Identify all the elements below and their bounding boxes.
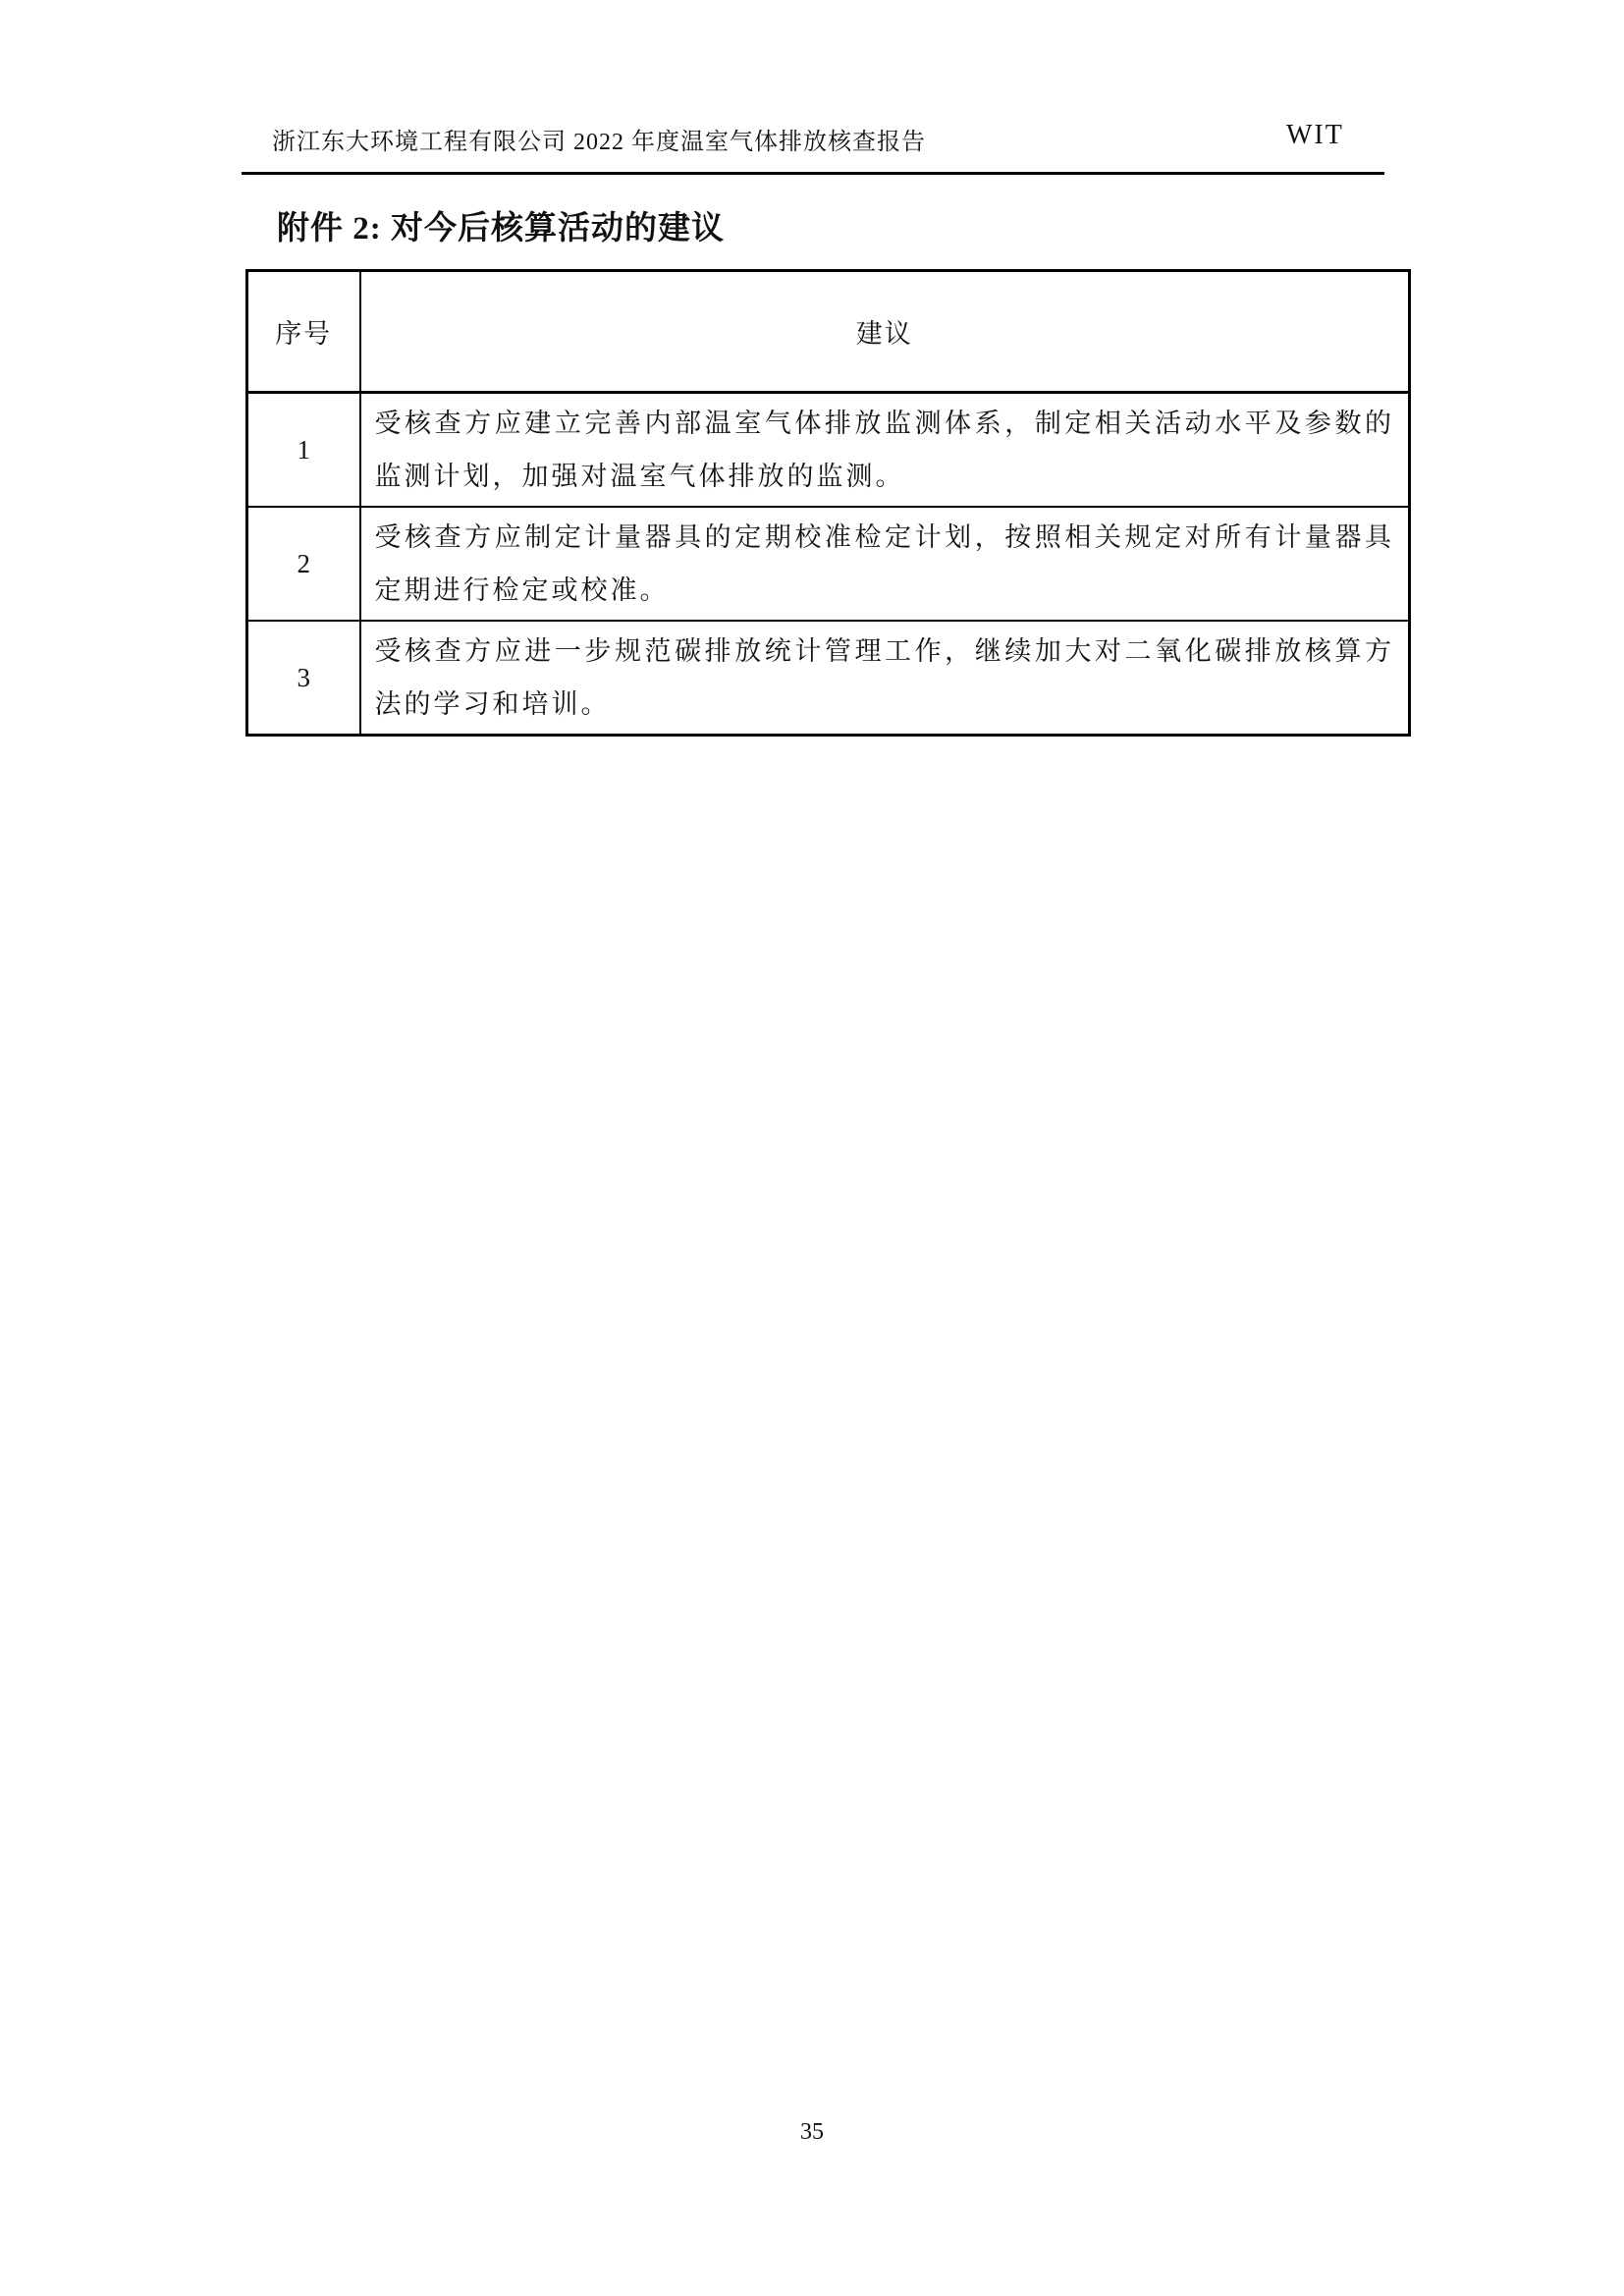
row-number: 3 (247, 621, 360, 736)
table-row (247, 621, 1410, 736)
suggestion-text: 受核查方应建立完善内部温室气体排放监测体系，制定相关活动水平及参数的监测计划，加强对温室气体排放的监测。 (360, 393, 1410, 508)
suggestion-text: 受核查方应制定计量器具的定期校准检定计划，按照相关规定对所有计量器具定期进行检定或校准。 (360, 507, 1410, 621)
wit-logo-text: WIT (1286, 120, 1344, 150)
table-header-row (247, 271, 1410, 393)
header-divider-rule (242, 172, 1384, 175)
table-row (247, 507, 1410, 621)
table-row (247, 393, 1410, 508)
column-header-no: 序号 (247, 271, 360, 393)
suggestions-table (245, 269, 1411, 737)
column-header-suggestion: 建议 (360, 271, 1410, 393)
attachment-title: 附件 2: 对今后核算活动的建议 (277, 211, 725, 246)
row-number: 2 (247, 507, 360, 621)
page-number: 35 (800, 2119, 824, 2145)
suggestion-text: 受核查方应进一步规范碳排放统计管理工作，继续加大对二氧化碳排放核算方法的学习和培训。 (360, 621, 1410, 736)
running-header-text: 浙江东大环境工程有限公司 2022 年度温室气体排放核查报告 (272, 130, 926, 155)
row-number: 1 (247, 393, 360, 508)
